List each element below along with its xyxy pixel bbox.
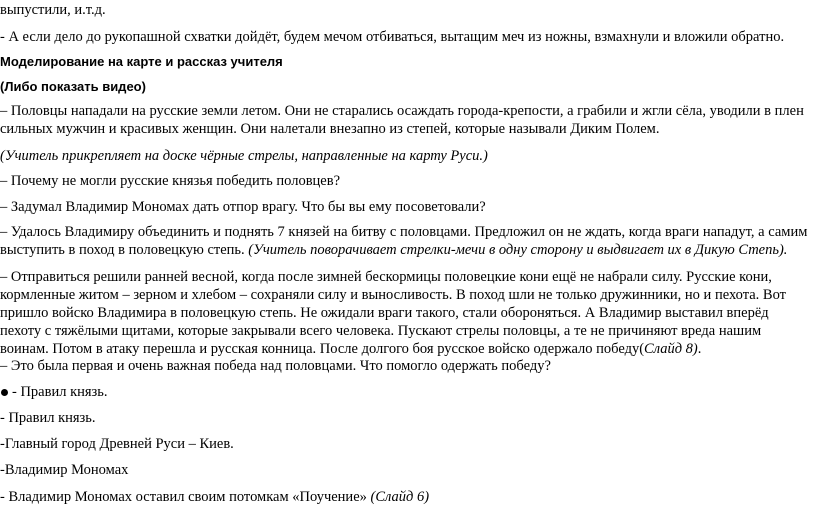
black-circle-bullet-icon: [1, 389, 8, 396]
answer-capital-kiev: -Главный город Древней Руси – Киев.: [0, 436, 234, 452]
paragraph-question-why: – Почему не могли русские князья победить половцев?: [0, 173, 341, 189]
answer-poucheniye-text: - Владимир Мономах оставил своим потомкам «Поучение»: [0, 489, 371, 505]
bullet-item-ruled-prince: [0, 383, 812, 401]
paragraph-sword: - А если дело до рукопашной схватки дойдёт, будем мечом отбиваться, вытащим меч из ножны, взмахнули и вложили обратно.: [0, 29, 785, 45]
paragraph-polovtsy: – Половцы нападали на русские земли летом. Они не старались осаждать города-крепости, а грабили и жгли сёла, уводили в плен сильных мужчин и красивых женщин. Они налетали внезапно из степей, которые называли Диким Полем.: [0, 103, 804, 137]
answer-poucheniye-slide-ref: (Слайд 6): [370, 489, 430, 505]
paragraph-campaign-slide-ref: Слайд 8): [644, 341, 698, 357]
section-subheading-video: (Либо показать видео): [0, 79, 146, 94]
paragraph-princes-text: – Удалось Владимиру объединить и поднять 7 князей на битву с половцами. Предложил он не ждать, когда враги нападут, а самим выступить в поход в половецкую степь.: [0, 224, 808, 258]
paragraph-first-victory: – Это была первая и очень важная победа над половцами. Что помогло одержать победу?: [0, 358, 551, 374]
paragraph-princes-teacher-note: (Учитель поворачивает стрелки-мечи в одну сторону и выдвигает их в Дикую Степь).: [248, 242, 788, 258]
paragraph-princes-united: [0, 223, 812, 259]
answer-poucheniye: [0, 488, 812, 506]
paragraph-question-advice: – Задумал Владимир Мономах дать отпор врагу. Что бы вы ему посоветовали?: [0, 199, 486, 215]
paragraph-campaign-text: – Отправиться решили ранней весной, когда после зимней бескормицы половецкие кони ещё не набрали силу. Русские кони, кормленные житом – зерном и хлебом – сохраняли силу и выносливость. В поход шли не только дружинники, но и пехота. Вот пришло войско Владимира в половецкую степь. Не ожидали враги такого, стали обороняться. А Владимир выставил вперёд пехоту с тяжёлыми щитами, которые закрывали всего человека. Пускают стрелы половцы, а те не причиняют вреда нашим воинам. Потом в атаку перешла и русская конница. После долгого боя русское войско одержало победу(: [0, 269, 786, 357]
bullet-item-text: - Правил князь.: [12, 384, 108, 400]
paragraph-campaign-period: .: [697, 341, 702, 357]
section-heading-map: Моделирование на карте и рассказ учителя: [0, 54, 283, 69]
paragraph-teacher-arrows: (Учитель прикрепляет на доске чёрные стрелы, направленные на карту Руси.): [0, 148, 488, 164]
answer-ruled-prince: - Правил князь.: [0, 410, 96, 426]
paragraph-intro-end: выпустили, и.т.д.: [0, 2, 106, 18]
paragraph-spring-campaign: [0, 268, 812, 358]
answer-vladimir-monomakh: -Владимир Мономах: [0, 462, 129, 478]
